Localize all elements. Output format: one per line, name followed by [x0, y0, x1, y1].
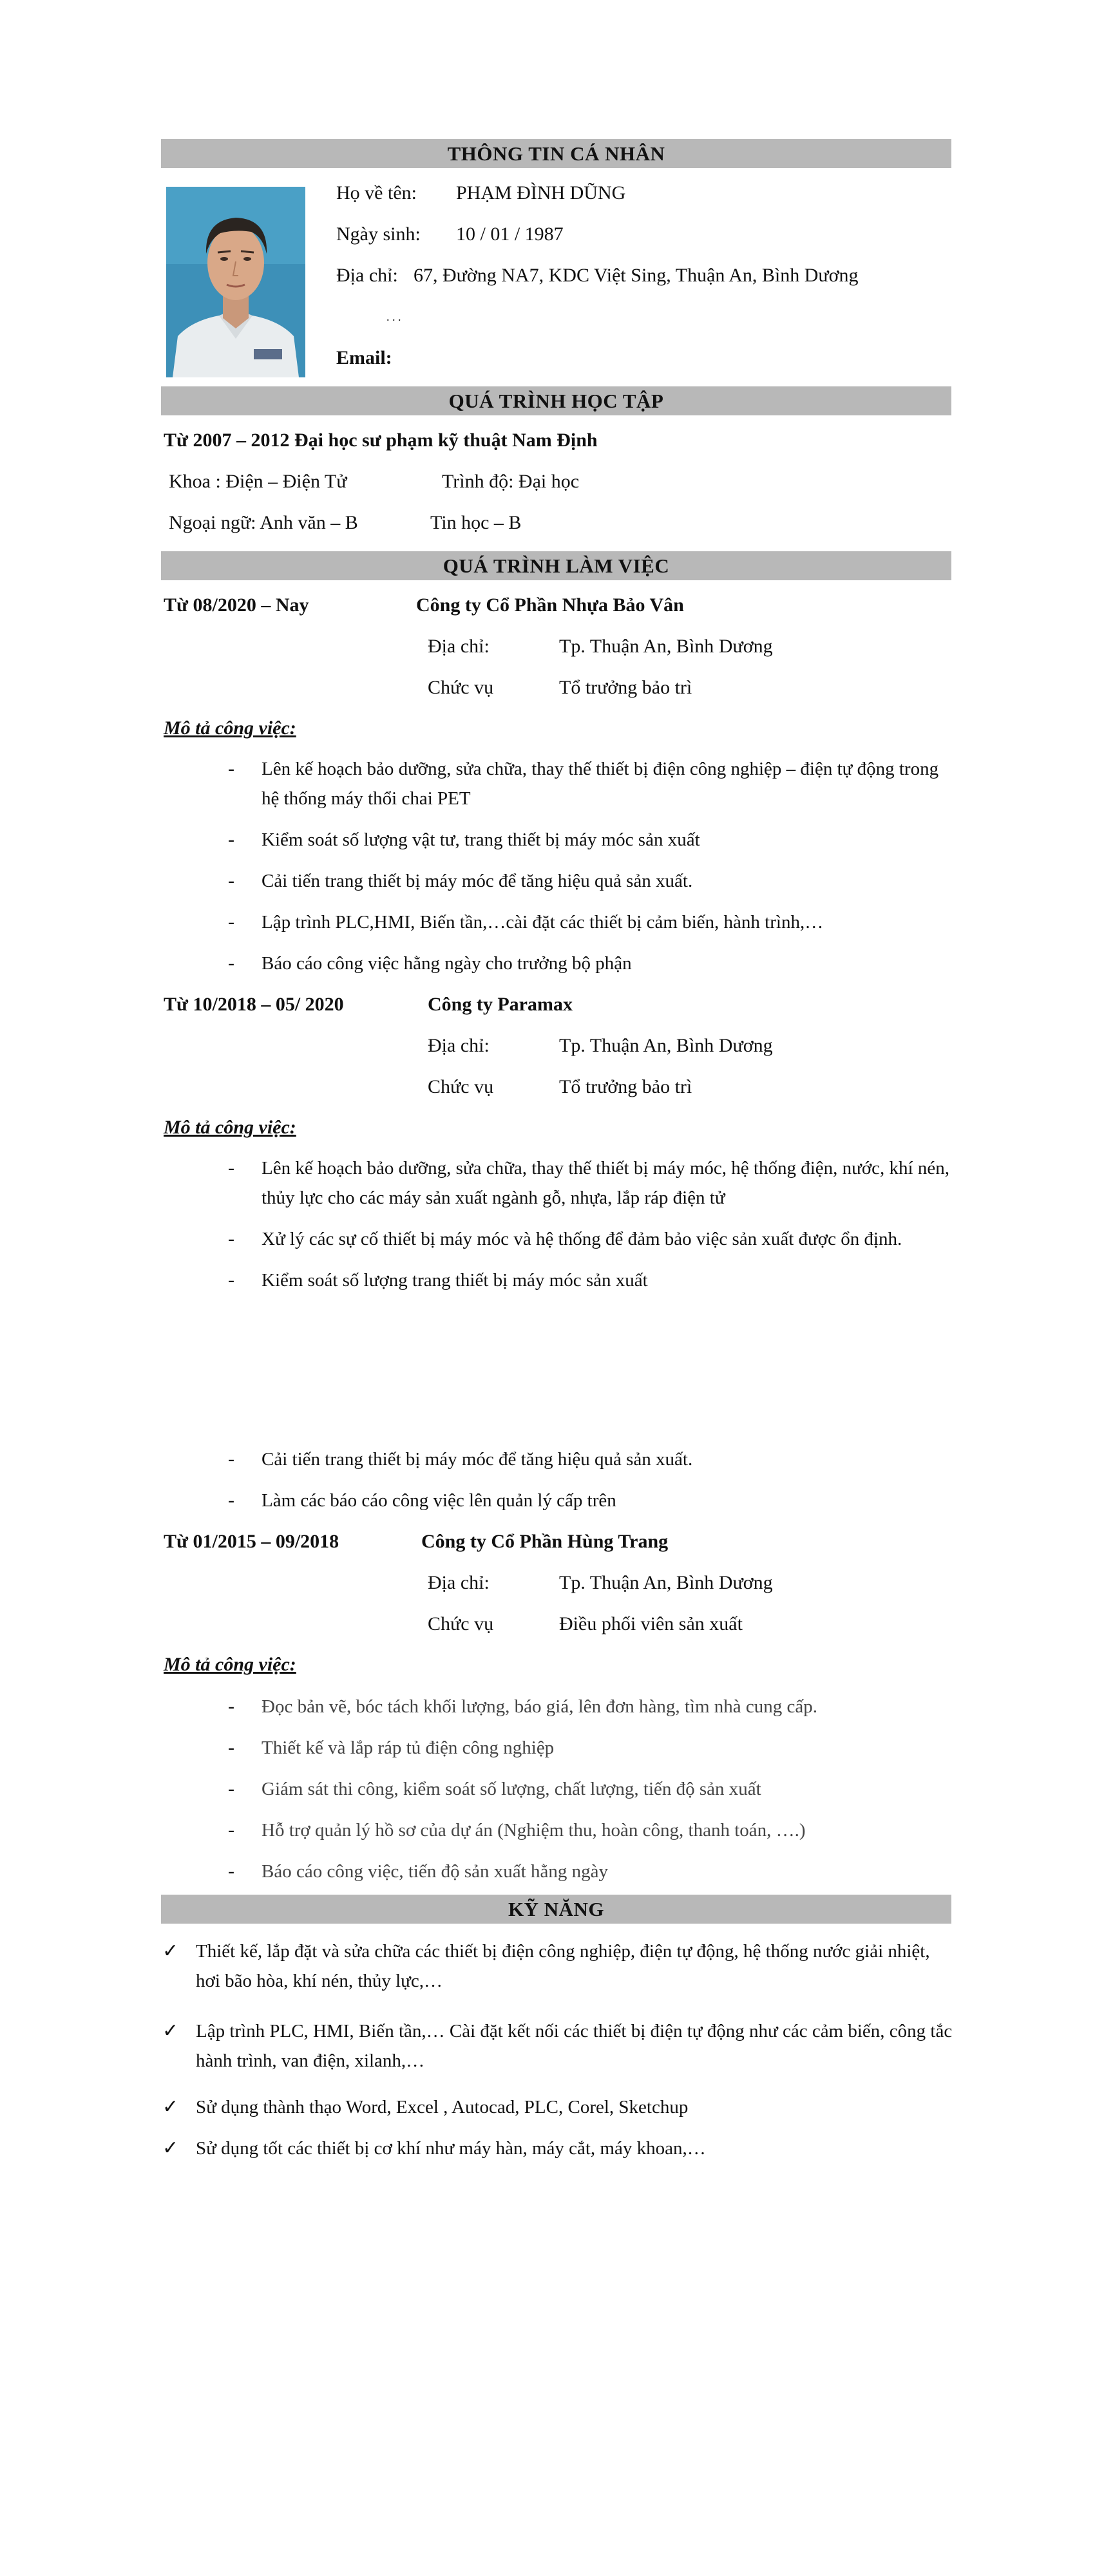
- dash: -: [228, 1696, 234, 1717]
- name-value: PHẠM ĐÌNH DŨNG: [456, 182, 626, 204]
- job-2-location-label: Địa chỉ:: [428, 1035, 490, 1056]
- dash: -: [228, 1448, 234, 1470]
- job-1-position-label: Chức vụ: [428, 677, 494, 698]
- education-it: Tin học – B: [430, 512, 522, 533]
- dash: -: [228, 1778, 234, 1799]
- job-1-task: Cải tiến trang thiết bị máy móc để tăng hiệu quả sản xuất.: [262, 871, 693, 891]
- skill-item: Thiết kế, lắp đặt và sửa chữa các thiết bị điện công nghiệp, điện tự động, hệ thống nước giải nhiệt, hơi bão hòa, khí nén, thủy lực,…: [196, 1941, 930, 1991]
- job-3-task: Hỗ trợ quản lý hồ sơ của dự án (Nghiệm thu, hoàn công, thanh toán, ….): [262, 1820, 806, 1841]
- dash: -: [228, 758, 234, 779]
- job-3-task: Thiết kế và lắp ráp tủ điện công nghiệp: [262, 1738, 555, 1758]
- job-3-period: Từ 01/2015 – 09/2018: [164, 1531, 339, 1552]
- address-label: Địa chỉ:: [336, 265, 398, 286]
- skill-item: Sử dụng tốt các thiết bị cơ khí như máy hàn, máy cắt, máy khoan,…: [196, 2138, 706, 2159]
- job-3-location: Tp. Thuận An, Bình Dương: [559, 1572, 773, 1593]
- check-icon: ✓: [162, 2096, 179, 2117]
- job-2-task: Cải tiến trang thiết bị máy móc để tăng hiệu quả sản xuất.: [262, 1449, 693, 1470]
- job-2-position-label: Chức vụ: [428, 1076, 494, 1097]
- job-1-location-label: Địa chỉ:: [428, 636, 490, 657]
- job-2-company: Công ty Paramax: [428, 994, 573, 1015]
- education-language: Ngoại ngữ: Anh văn – B: [169, 512, 358, 533]
- job-1-task: Kiểm soát số lượng vật tư, trang thiết bị máy móc sản xuất: [262, 829, 700, 850]
- dash: -: [228, 1819, 234, 1841]
- job-3-task: Đọc bản vẽ, bóc tách khối lượng, báo giá, lên đơn hàng, tìm nhà cung cấp.: [262, 1696, 817, 1717]
- job-2-task: Kiểm soát số lượng trang thiết bị máy móc sản xuất: [262, 1270, 648, 1291]
- check-icon: ✓: [162, 2020, 179, 2041]
- dash: -: [228, 1157, 234, 1179]
- skill-item: Lập trình PLC, HMI, Biến tần,… Cài đặt kết nối các thiết bị điện tự động như các cảm biến, công tắc hành trình, van điện, xilanh,…: [196, 2021, 953, 2071]
- dash: -: [228, 1228, 234, 1249]
- job-2-location: Tp. Thuận An, Bình Dương: [559, 1035, 773, 1056]
- address-value: 67, Đường NA7, KDC Việt Sing, Thuận An, Bình Dương: [414, 265, 859, 286]
- job-3-task: Báo cáo công việc, tiến độ sản xuất hằng ngày: [262, 1861, 608, 1882]
- section-header-work: QUÁ TRÌNH LÀM VIỆC: [161, 551, 951, 580]
- skill-item: Sử dụng thành thạo Word, Excel , Autocad, PLC, Corel, Sketchup: [196, 2097, 689, 2117]
- education-degree: Trình độ: Đại học: [442, 471, 580, 492]
- job-1-company: Công ty Cổ Phần Nhựa Bảo Vân: [416, 594, 684, 616]
- job-2-task: Xử lý các sự cố thiết bị máy móc và hệ thống để đảm bảo việc sản xuất được ổn định.: [262, 1229, 902, 1249]
- dash: -: [228, 1269, 234, 1291]
- section-header-personal: THÔNG TIN CÁ NHÂN: [161, 139, 951, 168]
- job-1-task: Lập trình PLC,HMI, Biến tần,…cài đặt các thiết bị cảm biến, hành trình,…: [262, 912, 824, 933]
- job-3-position: Điều phối viên sản xuất: [559, 1613, 743, 1634]
- job-1-location: Tp. Thuận An, Bình Dương: [559, 636, 773, 657]
- job-1-position: Tổ trưởng bảo trì: [559, 677, 692, 698]
- check-icon: ✓: [162, 2137, 179, 2159]
- portrait-photo: [166, 187, 305, 377]
- job-3-location-label: Địa chỉ:: [428, 1572, 490, 1593]
- job-2-period: Từ 10/2018 – 05/ 2020: [164, 994, 344, 1015]
- job-2-task: Lên kế hoạch bảo dưỡng, sửa chữa, thay thế thiết bị máy móc, hệ thống điện, nước, khí nén, thủy lực cho các máy sản xuất ngành gỗ, nhựa, lắp ráp điện tử: [262, 1158, 949, 1208]
- dash: -: [228, 829, 234, 850]
- name-label: Họ về tên:: [336, 182, 417, 204]
- education-faculty: Khoa : Điện – Điện Tử: [169, 471, 347, 492]
- education-period: Từ 2007 – 2012 Đại học sư phạm kỹ thuật Nam Định: [164, 430, 598, 451]
- job-3-position-label: Chức vụ: [428, 1613, 494, 1634]
- check-icon: ✓: [162, 1940, 179, 1962]
- job-1-task: Báo cáo công việc hằng ngày cho trưởng bộ phận: [262, 953, 632, 974]
- job-1-desc-heading: Mô tả công việc:: [164, 717, 296, 739]
- job-2-task: Làm các báo cáo công việc lên quản lý cấp trên: [262, 1490, 616, 1511]
- section-header-skills: KỸ NĂNG: [161, 1895, 951, 1924]
- dob-value: 10 / 01 / 1987: [456, 223, 564, 245]
- dash: -: [228, 1861, 234, 1882]
- job-3-desc-heading: Mô tả công việc:: [164, 1654, 296, 1675]
- dash: -: [228, 911, 234, 933]
- section-header-education: QUÁ TRÌNH HỌC TẬP: [161, 386, 951, 415]
- email-label: Email:: [336, 347, 392, 368]
- job-1-task: Lên kế hoạch bảo dưỡng, sửa chữa, thay thế thiết bị điện công nghiệp – điện tự động trong hệ thống máy thổi chai PET: [262, 759, 939, 809]
- job-2-position: Tổ trưởng bảo trì: [559, 1076, 692, 1097]
- dash: -: [228, 870, 234, 891]
- dash: -: [228, 1737, 234, 1758]
- hidden-line: . . .: [386, 310, 401, 323]
- portrait-photo-icon: [166, 187, 305, 377]
- dash: -: [228, 952, 234, 974]
- job-3-task: Giám sát thi công, kiểm soát số lượng, chất lượng, tiến độ sản xuất: [262, 1779, 761, 1799]
- job-2-desc-heading: Mô tả công việc:: [164, 1117, 296, 1138]
- dash: -: [228, 1490, 234, 1511]
- job-3-company: Công ty Cổ Phần Hùng Trang: [421, 1531, 669, 1552]
- job-1-period: Từ 08/2020 – Nay: [164, 594, 309, 616]
- dob-label: Ngày sinh:: [336, 223, 421, 245]
